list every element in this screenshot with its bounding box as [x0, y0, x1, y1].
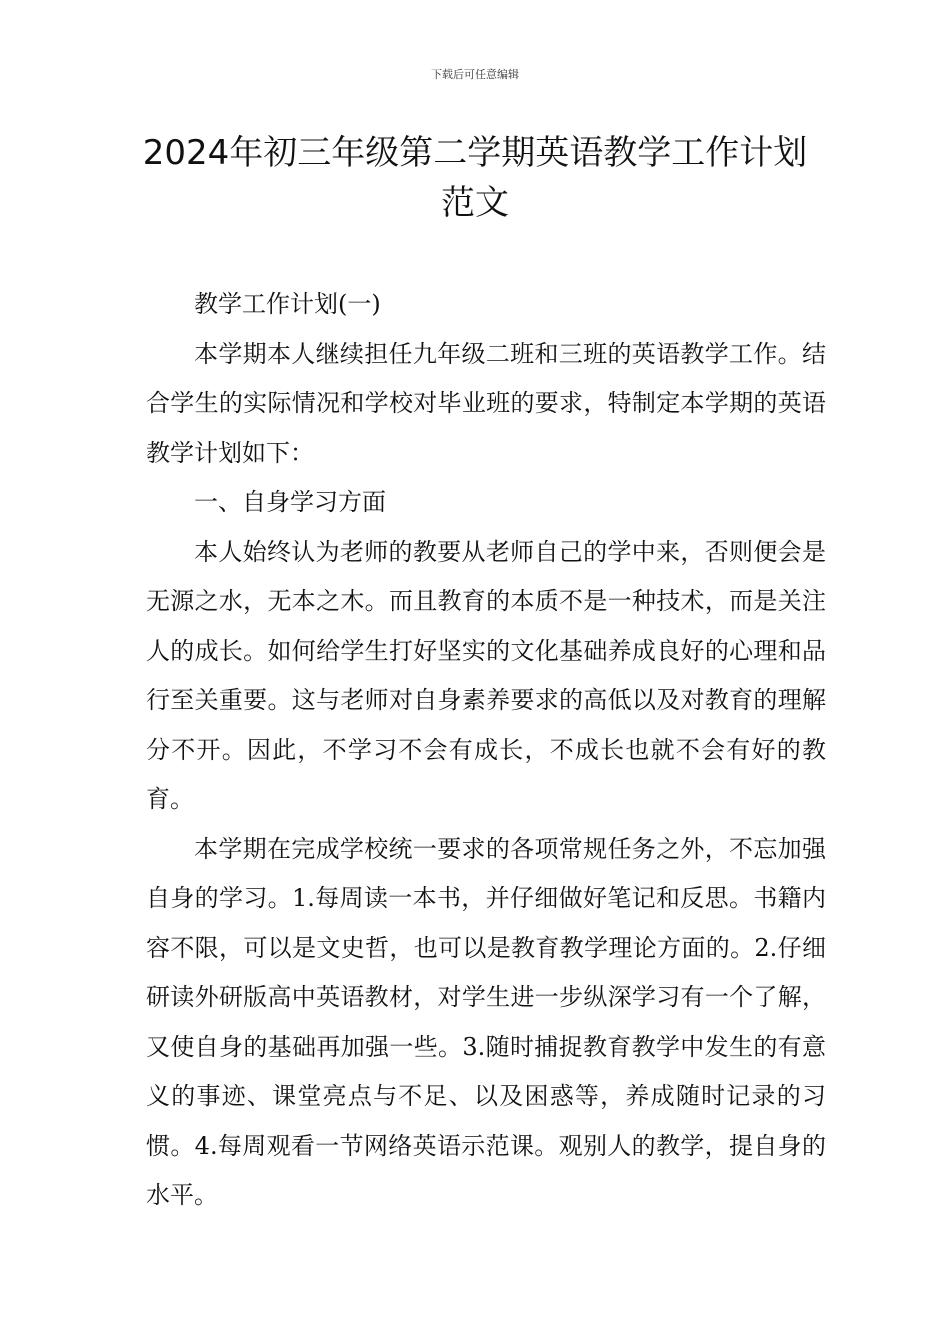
section-heading-plan-one: 教学工作计划(一)	[194, 290, 381, 318]
intro-paragraph: 本学期本人继续担任九年级二班和三班的英语教学工作。结合学生的实际情况和学校对毕业班的要求，特制定本学期的英语教学计划如下：	[146, 339, 826, 467]
document-title: 2024年初三年级第二学期英语教学工作计划范文	[142, 133, 808, 223]
header-note: 下载后可任意编辑	[431, 68, 519, 81]
body-paragraph-teaching-philosophy: 本人始终认为老师的教要从老师自己的学中来，否则便会是无源之水，无本之木。而且教育的本质不是一种技术，而是关注人的成长。如何给学生打好坚实的文化基础养成良好的心理和品行至关重要。这与老师对自身素养要求的高低以及对教育的理解分不开。因此，不学习不会有成长，不成长也就不会有好的教育。	[146, 537, 826, 813]
document-body	[146, 280, 826, 1221]
body-paragraph-study-plan: 本学期在完成学校统一要求的各项常规任务之外，不忘加强自身的学习。1.每周读一本书，并仔细做好笔记和反思。书籍内容不限，可以是文史哲，也可以是教育教学理论方面的。2.仔细研读外研版高中英语教材，对学生进一步纵深学习有一个了解，又使自身的基础再加强一些。3.随时捕捉教育教学中发生的有意义的事迹、课堂亮点与不足、以及困惑等，养成随时记录的习惯。4.每周观看一节网络英语示范课。观别人的教学，提自身的水平。	[146, 834, 826, 1209]
section-heading-self-study: 一、自身学习方面	[194, 488, 386, 516]
